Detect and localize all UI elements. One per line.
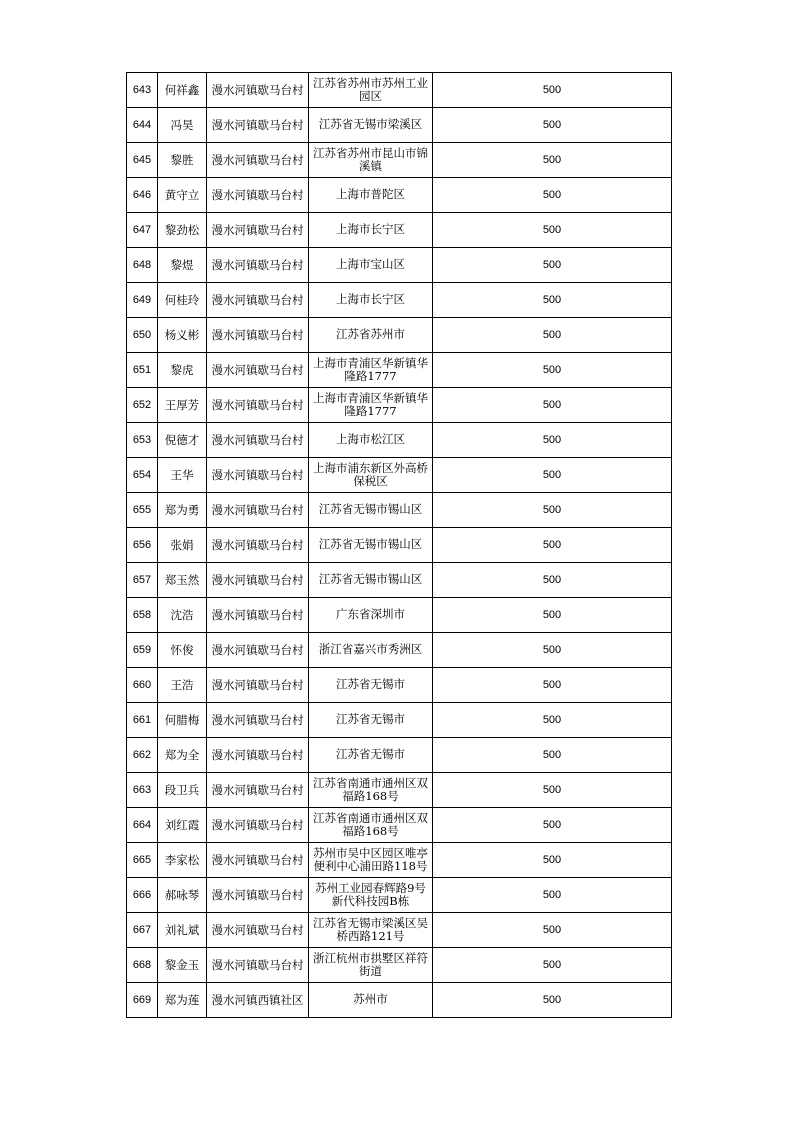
table-row [127, 563, 672, 598]
row-number-cell: 655 [127, 493, 158, 528]
table-row [127, 318, 672, 353]
person-name-cell: 张娟 [158, 528, 207, 563]
table-row [127, 738, 672, 773]
table-row [127, 493, 672, 528]
table-row [127, 703, 672, 738]
row-number-cell: 652 [127, 388, 158, 423]
person-name-cell: 何腊梅 [158, 703, 207, 738]
village-cell: 漫水河镇歇马台村 [207, 563, 309, 598]
village-cell: 漫水河镇歇马台村 [207, 458, 309, 493]
person-name-cell: 李家松 [158, 843, 207, 878]
person-name-cell: 刘红霞 [158, 808, 207, 843]
work-address-cell: 上海市长宁区 [309, 213, 433, 248]
table-row [127, 878, 672, 913]
work-address-cell: 江苏省无锡市锡山区 [309, 528, 433, 563]
row-number-cell: 663 [127, 773, 158, 808]
row-number-cell: 656 [127, 528, 158, 563]
amount-cell: 500 [433, 178, 672, 213]
person-name-cell: 王华 [158, 458, 207, 493]
table-row [127, 388, 672, 423]
work-address-cell: 江苏省无锡市锡山区 [309, 563, 433, 598]
person-name-cell: 倪德才 [158, 423, 207, 458]
village-cell: 漫水河镇西镇社区 [207, 983, 309, 1018]
amount-cell: 500 [433, 213, 672, 248]
amount-cell: 500 [433, 948, 672, 983]
village-cell: 漫水河镇歇马台村 [207, 703, 309, 738]
row-number-cell: 657 [127, 563, 158, 598]
work-address-cell: 浙江省嘉兴市秀洲区 [309, 633, 433, 668]
work-address-cell: 广东省深圳市 [309, 598, 433, 633]
person-name-cell: 杨义彬 [158, 318, 207, 353]
row-number-cell: 650 [127, 318, 158, 353]
row-number-cell: 664 [127, 808, 158, 843]
row-number-cell: 661 [127, 703, 158, 738]
row-number-cell: 647 [127, 213, 158, 248]
table-row [127, 528, 672, 563]
work-address-cell: 苏州工业园春辉路9号新代科技园B栋 [309, 878, 433, 913]
village-cell: 漫水河镇歇马台村 [207, 528, 309, 563]
village-cell: 漫水河镇歇马台村 [207, 423, 309, 458]
work-address-cell: 上海市宝山区 [309, 248, 433, 283]
amount-cell: 500 [433, 703, 672, 738]
work-address-cell: 上海市青浦区华新镇华隆路1777 [309, 388, 433, 423]
row-number-cell: 653 [127, 423, 158, 458]
work-address-cell: 上海市青浦区华新镇华隆路1777 [309, 353, 433, 388]
amount-cell: 500 [433, 458, 672, 493]
person-name-cell: 冯昊 [158, 108, 207, 143]
village-cell: 漫水河镇歇马台村 [207, 213, 309, 248]
work-address-cell: 苏州市 [309, 983, 433, 1018]
table-row [127, 73, 672, 108]
table-row [127, 143, 672, 178]
work-address-cell: 江苏省南通市通州区双福路168号 [309, 773, 433, 808]
person-name-cell: 王厚芳 [158, 388, 207, 423]
work-address-cell: 江苏省无锡市梁溪区吴桥西路121号 [309, 913, 433, 948]
amount-cell: 500 [433, 388, 672, 423]
village-cell: 漫水河镇歇马台村 [207, 913, 309, 948]
row-number-cell: 668 [127, 948, 158, 983]
person-name-cell: 黎胜 [158, 143, 207, 178]
table-row [127, 248, 672, 283]
table-row [127, 983, 672, 1018]
person-name-cell: 黎煜 [158, 248, 207, 283]
amount-cell: 500 [433, 773, 672, 808]
person-name-cell: 沈浩 [158, 598, 207, 633]
table-row [127, 948, 672, 983]
row-number-cell: 667 [127, 913, 158, 948]
village-cell: 漫水河镇歇马台村 [207, 248, 309, 283]
roster-table-body [127, 73, 672, 1018]
work-address-cell: 江苏省无锡市梁溪区 [309, 108, 433, 143]
person-name-cell: 郑为勇 [158, 493, 207, 528]
village-cell: 漫水河镇歇马台村 [207, 598, 309, 633]
village-cell: 漫水河镇歇马台村 [207, 773, 309, 808]
row-number-cell: 665 [127, 843, 158, 878]
person-name-cell: 郑玉然 [158, 563, 207, 598]
table-row [127, 423, 672, 458]
village-cell: 漫水河镇歇马台村 [207, 108, 309, 143]
village-cell: 漫水河镇歇马台村 [207, 178, 309, 213]
amount-cell: 500 [433, 563, 672, 598]
amount-cell: 500 [433, 983, 672, 1018]
work-address-cell: 江苏省苏州市 [309, 318, 433, 353]
row-number-cell: 669 [127, 983, 158, 1018]
village-cell: 漫水河镇歇马台村 [207, 808, 309, 843]
person-name-cell: 段卫兵 [158, 773, 207, 808]
amount-cell: 500 [433, 913, 672, 948]
village-cell: 漫水河镇歇马台村 [207, 73, 309, 108]
row-number-cell: 648 [127, 248, 158, 283]
village-cell: 漫水河镇歇马台村 [207, 388, 309, 423]
person-name-cell: 黎劲松 [158, 213, 207, 248]
table-row [127, 178, 672, 213]
person-name-cell: 王浩 [158, 668, 207, 703]
table-row [127, 808, 672, 843]
work-address-cell: 苏州市吴中区园区唯亭便利中心浦田路118号 [309, 843, 433, 878]
work-address-cell: 江苏省南通市通州区双福路168号 [309, 808, 433, 843]
row-number-cell: 666 [127, 878, 158, 913]
village-cell: 漫水河镇歇马台村 [207, 143, 309, 178]
table-row [127, 353, 672, 388]
village-cell: 漫水河镇歇马台村 [207, 843, 309, 878]
work-address-cell: 江苏省无锡市锡山区 [309, 493, 433, 528]
person-name-cell: 郑为莲 [158, 983, 207, 1018]
table-row [127, 913, 672, 948]
table-row [127, 108, 672, 143]
row-number-cell: 646 [127, 178, 158, 213]
row-number-cell: 651 [127, 353, 158, 388]
work-address-cell: 上海市浦东新区外高桥保税区 [309, 458, 433, 493]
row-number-cell: 660 [127, 668, 158, 703]
village-cell: 漫水河镇歇马台村 [207, 318, 309, 353]
amount-cell: 500 [433, 843, 672, 878]
amount-cell: 500 [433, 808, 672, 843]
person-name-cell: 黎虎 [158, 353, 207, 388]
village-cell: 漫水河镇歇马台村 [207, 738, 309, 773]
amount-cell: 500 [433, 108, 672, 143]
person-name-cell: 郑为全 [158, 738, 207, 773]
work-address-cell: 江苏省苏州市昆山市锦溪镇 [309, 143, 433, 178]
table-row [127, 283, 672, 318]
person-name-cell: 刘礼斌 [158, 913, 207, 948]
amount-cell: 500 [433, 598, 672, 633]
person-name-cell: 黄守立 [158, 178, 207, 213]
amount-cell: 500 [433, 423, 672, 458]
row-number-cell: 645 [127, 143, 158, 178]
table-row [127, 773, 672, 808]
amount-cell: 500 [433, 143, 672, 178]
work-address-cell: 上海市长宁区 [309, 283, 433, 318]
table-row [127, 633, 672, 668]
roster-sheet [126, 72, 671, 1018]
row-number-cell: 658 [127, 598, 158, 633]
amount-cell: 500 [433, 493, 672, 528]
amount-cell: 500 [433, 528, 672, 563]
amount-cell: 500 [433, 73, 672, 108]
row-number-cell: 654 [127, 458, 158, 493]
work-address-cell: 江苏省无锡市 [309, 703, 433, 738]
person-name-cell: 黎金玉 [158, 948, 207, 983]
work-address-cell: 江苏省无锡市 [309, 668, 433, 703]
work-address-cell: 上海市松江区 [309, 423, 433, 458]
row-number-cell: 644 [127, 108, 158, 143]
amount-cell: 500 [433, 668, 672, 703]
table-row [127, 213, 672, 248]
work-address-cell: 上海市普陀区 [309, 178, 433, 213]
amount-cell: 500 [433, 283, 672, 318]
row-number-cell: 662 [127, 738, 158, 773]
village-cell: 漫水河镇歇马台村 [207, 493, 309, 528]
table-row [127, 458, 672, 493]
village-cell: 漫水河镇歇马台村 [207, 668, 309, 703]
row-number-cell: 649 [127, 283, 158, 318]
village-cell: 漫水河镇歇马台村 [207, 878, 309, 913]
table-row [127, 843, 672, 878]
amount-cell: 500 [433, 318, 672, 353]
amount-cell: 500 [433, 878, 672, 913]
amount-cell: 500 [433, 248, 672, 283]
person-name-cell: 何祥鑫 [158, 73, 207, 108]
person-name-cell: 郝咏琴 [158, 878, 207, 913]
amount-cell: 500 [433, 738, 672, 773]
village-cell: 漫水河镇歇马台村 [207, 948, 309, 983]
table-row [127, 598, 672, 633]
amount-cell: 500 [433, 633, 672, 668]
person-name-cell: 何桂玲 [158, 283, 207, 318]
village-cell: 漫水河镇歇马台村 [207, 633, 309, 668]
amount-cell: 500 [433, 353, 672, 388]
work-address-cell: 江苏省苏州市苏州工业园区 [309, 73, 433, 108]
row-number-cell: 659 [127, 633, 158, 668]
work-address-cell: 江苏省无锡市 [309, 738, 433, 773]
village-cell: 漫水河镇歇马台村 [207, 283, 309, 318]
work-address-cell: 浙江杭州市拱墅区祥符街道 [309, 948, 433, 983]
village-cell: 漫水河镇歇马台村 [207, 353, 309, 388]
person-name-cell: 怀俊 [158, 633, 207, 668]
table-row [127, 668, 672, 703]
row-number-cell: 643 [127, 73, 158, 108]
roster-table [126, 72, 672, 1018]
